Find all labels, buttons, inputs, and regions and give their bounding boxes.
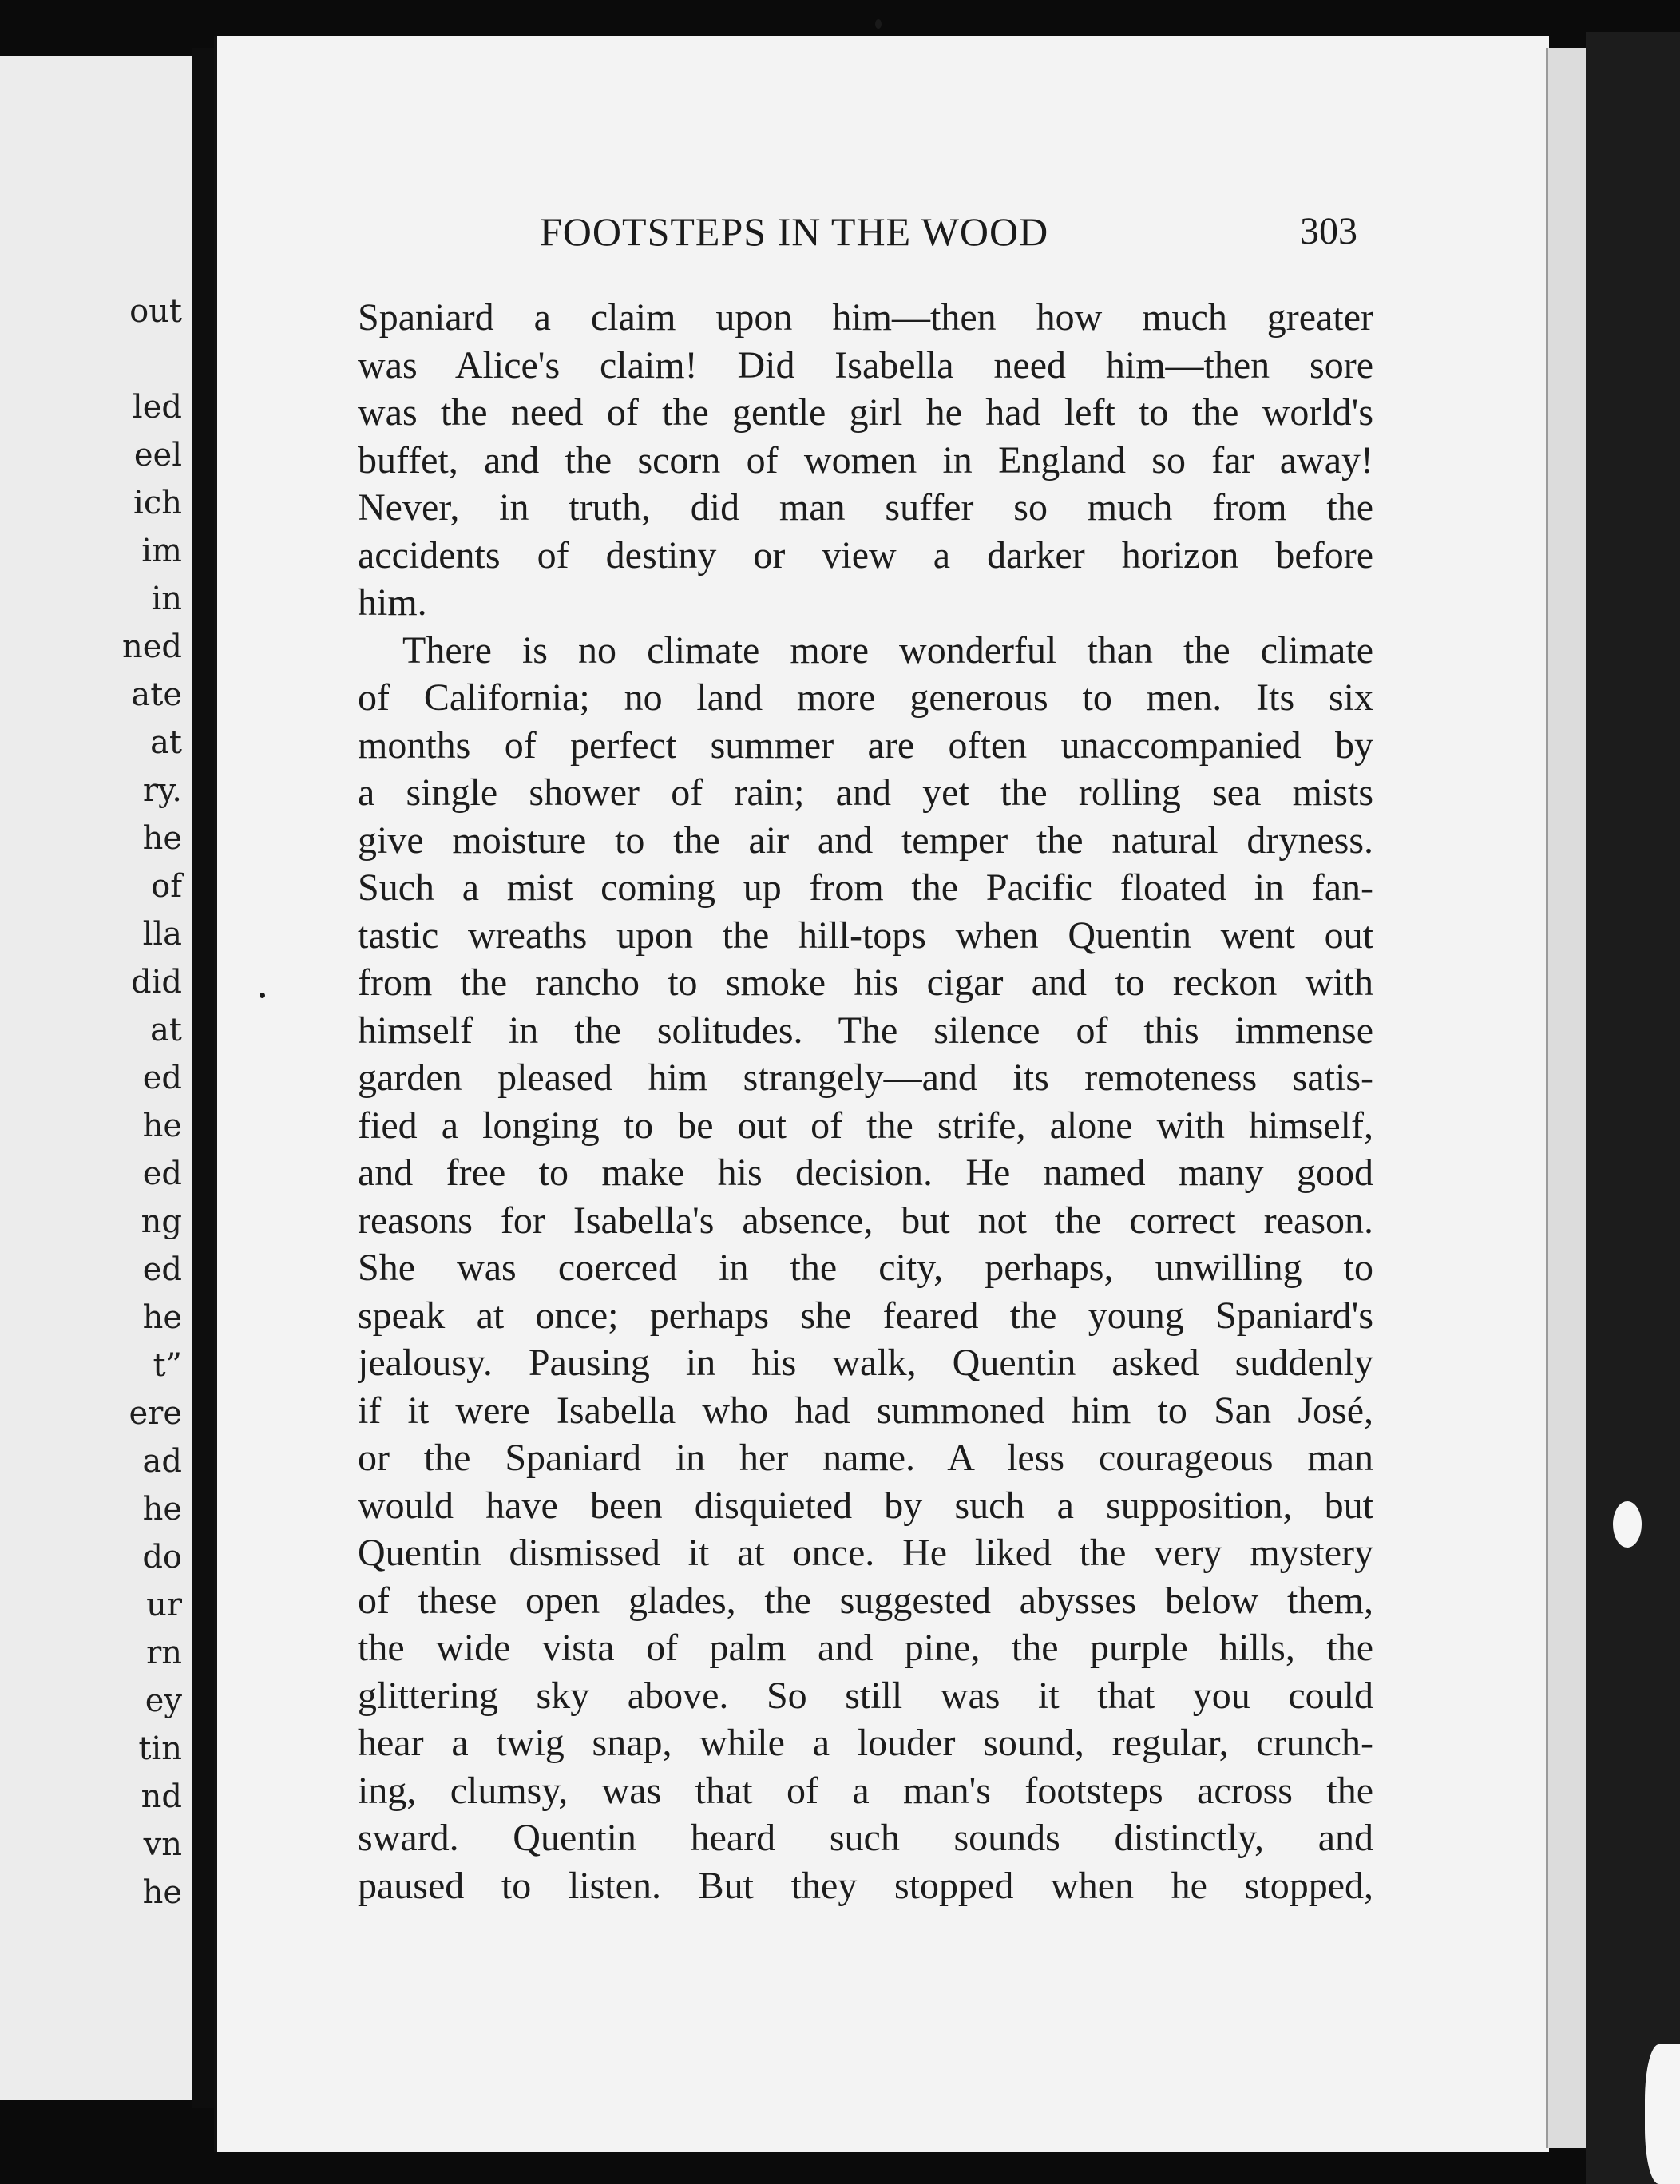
facing-page-fragment: he: [142, 1299, 182, 1336]
text-line: a single shower of rain; and yet the rolling sea mists: [358, 771, 1373, 814]
body-text: [358, 294, 1373, 1909]
scan-blot: [1645, 2044, 1680, 2184]
scan-speck: [260, 993, 265, 998]
text-line: was the need of the gentle girl he had left to the world's: [358, 391, 1373, 434]
text-line: She was coerced in the city, perhaps, unwilling to: [358, 1247, 1373, 1289]
text-line: him.: [358, 581, 427, 624]
text-line: Quentin dismissed it at once. He liked the very mystery: [358, 1532, 1373, 1574]
facing-page-fragment: ur: [146, 1587, 182, 1623]
text-line: fied a longing to be out of the strife, alone with himself,: [358, 1104, 1373, 1147]
text-line: paused to listen. But they stopped when he stopped,: [358, 1864, 1373, 1907]
text-line: ing, clumsy, was that of a man's footsteps across the: [358, 1769, 1373, 1812]
facing-page-fragment: nd: [141, 1778, 182, 1815]
running-title: FOOTSTEPS IN THE WOOD: [540, 209, 1049, 254]
facing-page-fragment: vn: [143, 1826, 182, 1863]
facing-page-fragment: im: [141, 533, 182, 569]
text-line: give moisture to the air and temper the natural dryness.: [358, 819, 1373, 862]
facing-page-left: [0, 56, 192, 2100]
facing-page-fragment: rn: [146, 1635, 182, 1671]
facing-page-fragment: ich: [133, 485, 182, 521]
text-line: speak at once; perhaps she feared the young Spaniard's: [358, 1294, 1373, 1337]
facing-page-fragment: he: [142, 1108, 182, 1144]
text-line: if it were Isabella who had summoned him to San José,: [358, 1389, 1373, 1432]
facing-page-fragment: ad: [142, 1443, 182, 1480]
cover-edge: [1586, 32, 1680, 2184]
facing-page-fragment: t”: [153, 1347, 182, 1384]
text-line: and free to make his decision. He named many good: [358, 1151, 1373, 1194]
facing-page-fragment: do: [142, 1539, 182, 1576]
facing-page-fragment: he: [142, 1491, 182, 1528]
facing-page-fragment: eel: [133, 437, 182, 474]
text-line: jealousy. Pausing in his walk, Quentin asked suddenly: [358, 1342, 1373, 1384]
facing-page-fragment: out: [129, 293, 182, 330]
text-line: glittering sky above. So still was it that you could: [358, 1674, 1373, 1717]
text-line: accidents of destiny or view a darker horizon before: [358, 533, 1373, 577]
text-line: tastic wreaths upon the hill-tops when Quentin went out: [358, 914, 1373, 957]
text-line: or the Spaniard in her name. A less courageous man: [358, 1437, 1373, 1479]
facing-page-fragment: at: [150, 1012, 182, 1048]
text-line: Never, in truth, did man suffer so much from the: [358, 486, 1373, 529]
page-edge: [1546, 48, 1588, 2148]
text-line: months of perfect summer are often unaccompanied by: [358, 723, 1373, 767]
text-line: of these open glades, the suggested abysses below them,: [358, 1579, 1373, 1622]
facing-page-fragment: ere: [129, 1395, 182, 1432]
text-line: of California; no land more generous to men. Its six: [358, 676, 1373, 719]
scan-speck: [875, 19, 882, 29]
text-line: was Alice's claim! Did Isabella need him—then sore: [358, 343, 1373, 386]
facing-page-fragment: ned: [121, 628, 182, 665]
facing-page-fragment: of: [151, 868, 182, 905]
facing-page-fragment: ed: [142, 1251, 182, 1288]
text-line: garden pleased him strangely—and its remoteness satis-: [358, 1056, 1373, 1099]
running-head: [327, 204, 1357, 260]
facing-page-fragment: ry.: [142, 772, 182, 809]
text-line: Such a mist coming up from the Pacific floated in fan-: [358, 866, 1373, 909]
text-line: would have been disquieted by such a supposition, but: [358, 1484, 1373, 1527]
text-line: buffet, and the scorn of women in England so far away!: [358, 438, 1373, 482]
facing-page-fragment: in: [151, 581, 182, 617]
facing-page-fragment: led: [132, 389, 182, 426]
facing-page-fragment: tin: [138, 1730, 182, 1767]
text-line: reasons for Isabella's absence, but not the correct reason.: [358, 1199, 1373, 1242]
text-line: Spaniard a claim upon him—then how much greater: [358, 296, 1373, 339]
page-number: 303: [1300, 210, 1357, 252]
text-line: hear a twig snap, while a louder sound, regular, crunch-: [358, 1722, 1373, 1764]
text-line: There is no climate more wonderful than the climate: [402, 628, 1373, 672]
facing-page-fragment: ate: [131, 676, 182, 713]
facing-page-fragment: ed: [142, 1155, 182, 1192]
text-line: from the rancho to smoke his cigar and to reckon with: [358, 961, 1373, 1004]
text-line: himself in the solitudes. The silence of this immense: [358, 1009, 1373, 1052]
scan-blot: [1613, 1501, 1642, 1548]
facing-page-fragment: he: [142, 1874, 182, 1911]
facing-page-fragment: did: [130, 964, 182, 1001]
text-line: the wide vista of palm and pine, the purple hills, the: [358, 1627, 1373, 1669]
facing-page-fragment: at: [150, 724, 182, 761]
text-line: sward. Quentin heard such sounds distinctly, and: [358, 1817, 1373, 1859]
facing-page-fragment: he: [142, 820, 182, 857]
facing-page-fragment: ey: [145, 1683, 182, 1719]
facing-page-fragment: lla: [142, 916, 182, 953]
facing-page-fragment: ng: [141, 1203, 182, 1240]
facing-page-fragment: ed: [142, 1060, 182, 1096]
